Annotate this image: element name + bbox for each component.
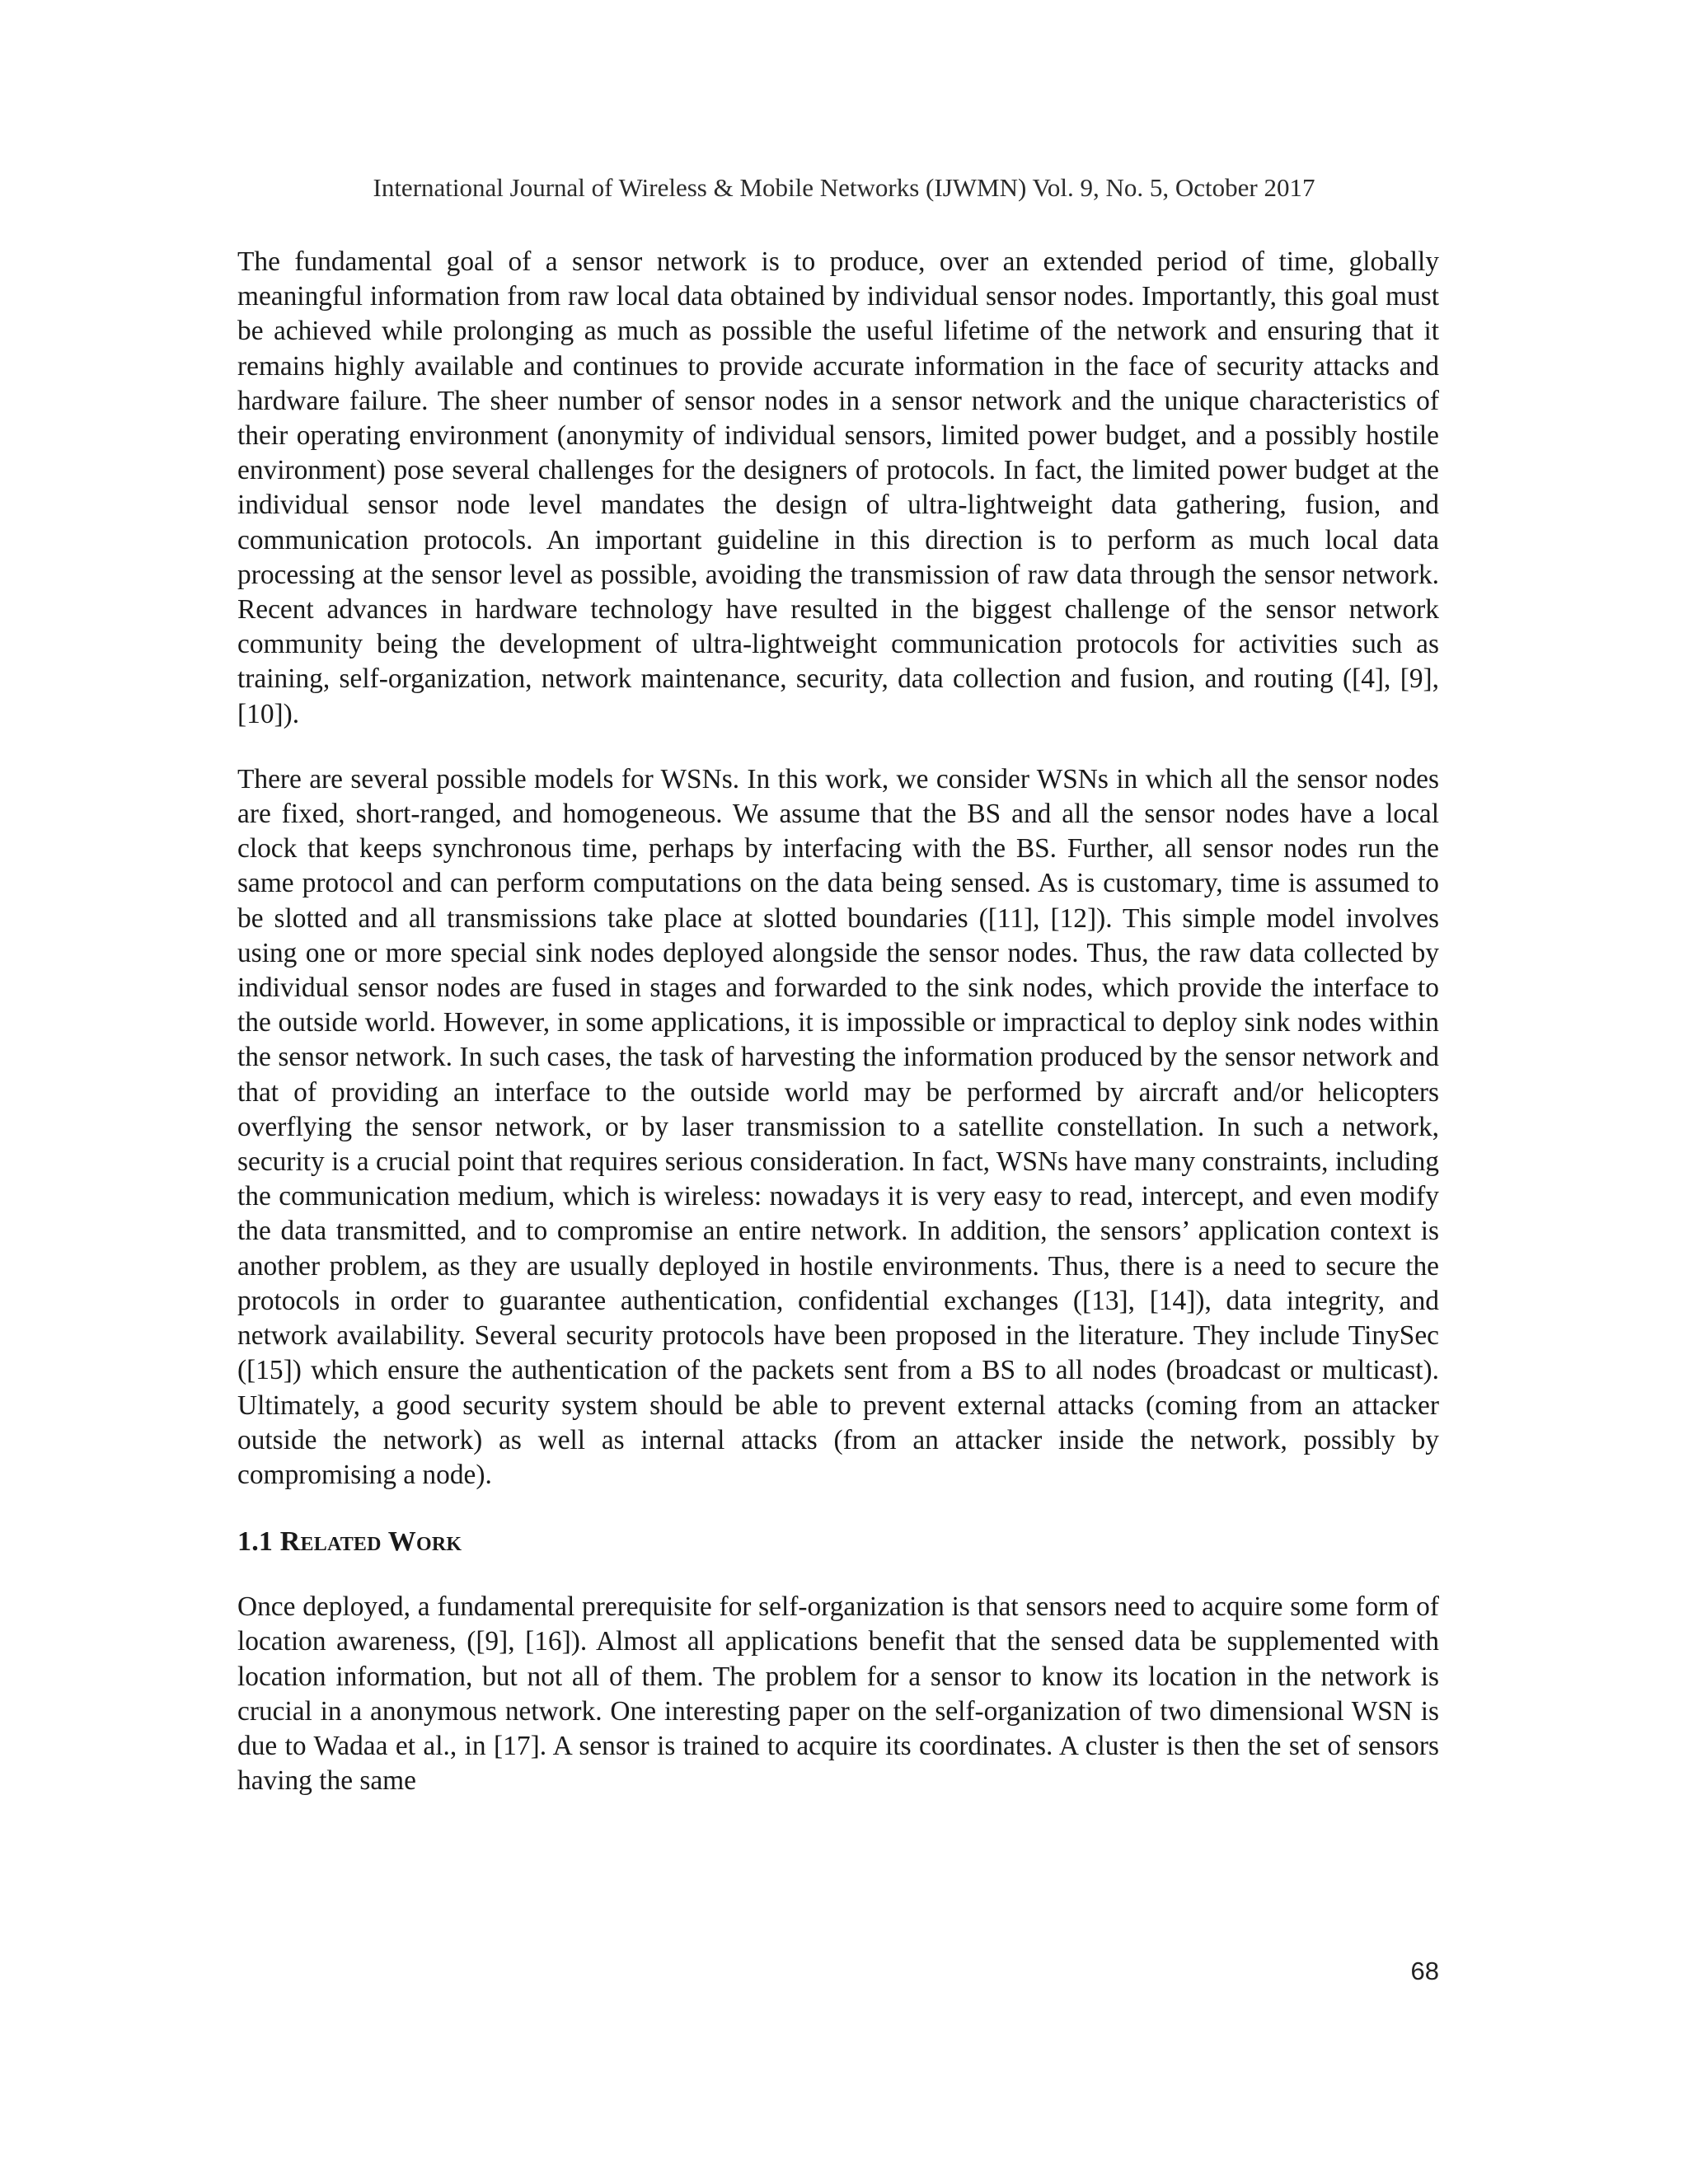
body-text bbox=[237, 245, 1439, 1798]
running-header: International Journal of Wireless & Mobile Networks (IJWMN) Vol. 9, No. 5, October 2017 bbox=[373, 173, 1315, 202]
paragraph-related-work: Once deployed, a fundamental prerequisite for self-organization is that sensors need to acquire some form of location awareness, ([9], [16]). Almost all applications benefit that the sensed data be supplemented with location information, but not all of them. The problem for a sensor to know its location in the network is crucial in a anonymous network. One interesting paper on the self-organization of two dimensional WSN is due to Wadaa et al., in [17]. A sensor is trained to acquire its coordinates. A cluster is then the set of sensors having the same bbox=[237, 1591, 1439, 1797]
paragraph-wsn-models: There are several possible models for WSNs. In this work, we consider WSNs in which all the sensor nodes are fixed, short-ranged, and homogeneous. We assume that the BS and all the sensor nodes have a local clock that keeps synchronous time, perhaps by interfacing with the BS. Further, all sensor nodes run the same protocol and can perform computations on the data being sensed. As is customary, time is assumed to be slotted and all transmissions take place at slotted boundaries ([11], [12]). This simple model involves using one or more special sink nodes deployed alongside the sensor nodes. Thus, the raw data collected by individual sensor nodes are fused in stages and forwarded to the sink nodes, which provide the interface to the outside world. However, in some applications, it is impossible or impractical to deploy sink nodes within the sensor network. In such cases, the task of harvesting the information produced by the sensor network and that of providing an interface to the outside world may be performed by aircraft and/or helicopters overflying the sensor network, or by laser transmission to a satellite constellation. In such a network, security is a crucial point that requires serious consideration. In fact, WSNs have many constraints, including the communication medium, which is wireless: nowadays it is very easy to read, intercept, and even modify the data transmitted, and to compromise an entire network. In addition, the sensors’ application context is another problem, as they are usually deployed in hostile environments. Thus, there is a need to secure the protocols in order to guarantee authentication, confidential exchanges ([13], [14]), data integrity, and network availability. Several security protocols have been proposed in the literature. They include TinySec ([15]) which ensure the authentication of the packets sent from a BS to all nodes (broadcast or multicast). Ultimately, a good security system should be able to prevent external attacks (coming from an attacker outside the network) as well as internal attacks (from an attacker inside the network, possibly by compromising a node). bbox=[237, 763, 1439, 1490]
page-number: 68 bbox=[1410, 1957, 1439, 1985]
section-heading-related-work: 1.1 Related Work bbox=[237, 1526, 462, 1558]
paragraph-sensor-network-goal: The fundamental goal of a sensor network is to produce, over an extended period of time, globally meaningful information from raw local data obtained by individual sensor nodes. Importantly, this goal must be achieved while prolonging as much as possible the useful lifetime of the network and ensuring that it remains highly available and continues to provide accurate information in the face of security attacks and hardware failure. The sheer number of sensor nodes in a sensor network and the unique characteristics of their operating environment (anonymity of individual sensors, limited power budget, and a possibly hostile environment) pose several challenges for the designers of protocols. In fact, the limited power budget at the individual sensor node level mandates the design of ultra-lightweight data gathering, fusion, and communication protocols. An important guideline in this direction is to perform as much local data processing at the sensor level as possible, avoiding the transmission of raw data through the sensor network. Recent advances in hardware technology have resulted in the biggest challenge of the sensor network community being the development of ultra-lightweight communication protocols for activities such as training, self-organization, network maintenance, security, data collection and fusion, and routing ([4], [9], [10]). bbox=[237, 246, 1439, 729]
